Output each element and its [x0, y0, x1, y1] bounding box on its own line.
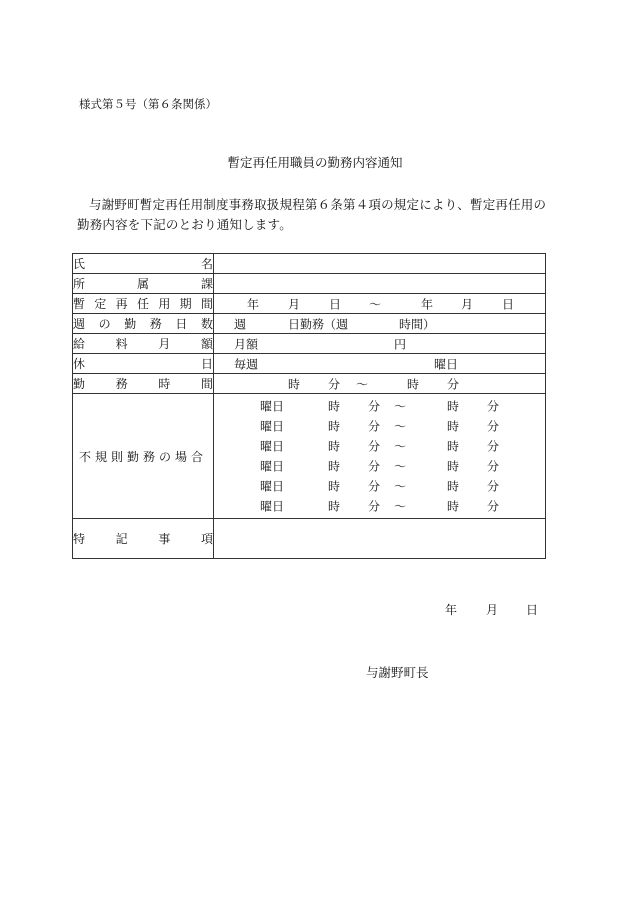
- period-start-year: 年: [247, 297, 260, 311]
- label-char: 事: [158, 532, 171, 546]
- irregular-weekday: 曜日: [260, 439, 285, 454]
- label-char: 所: [73, 277, 86, 291]
- irregular-line: [214, 476, 545, 496]
- row-period: [73, 294, 546, 314]
- irregular-line: [214, 456, 545, 476]
- value-work-hours[interactable]: [214, 374, 546, 394]
- period-end-year: 年: [421, 297, 434, 311]
- label-period: [73, 294, 214, 314]
- label-department: [73, 274, 214, 294]
- irregular-min-start: 分: [368, 499, 381, 514]
- irregular-tilde: ～: [394, 399, 407, 414]
- work-tilde: ～: [356, 377, 369, 391]
- label-char: 日: [200, 357, 213, 371]
- irregular-tilde: ～: [394, 459, 407, 474]
- holiday-weekly: 毎週: [234, 357, 259, 371]
- label-char: 務: [115, 377, 128, 391]
- label-salary: [73, 334, 214, 354]
- label-char: 額: [200, 337, 213, 351]
- irregular-min-start: 分: [368, 399, 381, 414]
- label-char: 氏: [73, 257, 86, 271]
- work-min-start: 分: [328, 377, 341, 391]
- value-salary[interactable]: [214, 334, 546, 354]
- row-department: [73, 274, 546, 294]
- label-char: 属: [136, 277, 149, 291]
- irregular-label-text: 不規則勤務の場合: [78, 449, 207, 464]
- label-char: 料: [115, 337, 128, 351]
- intro-paragraph: 与謝野町暫定再任用制度事務取扱規程第６条第４項の規定により、暫定再任用の勤務内容を下記のとおり通知します。: [77, 197, 547, 232]
- row-name: [73, 254, 546, 274]
- footer-day: 日: [526, 603, 539, 617]
- irregular-hour-end: 時: [447, 439, 460, 454]
- value-irregular[interactable]: [214, 394, 546, 519]
- label-char: 定: [94, 297, 107, 311]
- value-period[interactable]: [214, 294, 546, 314]
- label-char: 数: [200, 317, 213, 331]
- holiday-weekday: 曜日: [434, 357, 459, 371]
- weekly-prefix: 週: [234, 317, 247, 331]
- label-char: 間: [200, 377, 213, 391]
- label-char: 特: [73, 532, 86, 546]
- value-remarks[interactable]: [214, 519, 546, 559]
- irregular-min-end: 分: [487, 459, 500, 474]
- label-char: 課: [200, 277, 213, 291]
- weekly-hours-text: 時間）: [399, 317, 436, 331]
- irregular-line: [214, 436, 545, 456]
- irregular-line: [214, 496, 545, 516]
- label-char: 休: [73, 357, 86, 371]
- label-name: [73, 254, 214, 274]
- notice-table: [72, 253, 546, 559]
- irregular-min-end: 分: [487, 479, 500, 494]
- label-char: 名: [200, 257, 213, 271]
- irregular-hour-end: 時: [447, 419, 460, 434]
- irregular-list: [214, 394, 545, 518]
- label-char: 給: [73, 337, 86, 351]
- period-start-month: 月: [288, 297, 301, 311]
- footer-year: 年: [445, 603, 458, 617]
- irregular-min-end: 分: [487, 399, 500, 414]
- period-end-day: 日: [502, 297, 515, 311]
- label-char: 暫: [73, 297, 86, 311]
- label-char: 週: [73, 317, 86, 331]
- irregular-tilde: ～: [394, 419, 407, 434]
- row-irregular: [73, 394, 546, 519]
- irregular-min-start: 分: [368, 479, 381, 494]
- label-char: 務: [149, 317, 162, 331]
- form-number: 様式第５号（第６条関係）: [79, 97, 217, 111]
- label-char: 勤: [73, 377, 86, 391]
- document-title: 暫定再任用職員の勤務内容通知: [227, 155, 403, 170]
- irregular-weekday: 曜日: [260, 499, 285, 514]
- irregular-line: [214, 396, 545, 416]
- irregular-hour-start: 時: [328, 459, 341, 474]
- salary-monthly: 月額: [234, 337, 259, 351]
- row-weekly-days: [73, 314, 546, 334]
- irregular-hour-end: 時: [447, 459, 460, 474]
- row-remarks: [73, 519, 546, 559]
- work-hour-end: 時: [407, 377, 420, 391]
- label-char: の: [98, 317, 111, 331]
- irregular-min-start: 分: [368, 439, 381, 454]
- value-weekly-days[interactable]: [214, 314, 546, 334]
- irregular-weekday: 曜日: [260, 459, 285, 474]
- work-hour-start: 時: [288, 377, 301, 391]
- label-char: 項: [200, 532, 213, 546]
- salary-yen: 円: [394, 337, 407, 351]
- irregular-line: [214, 416, 545, 436]
- period-end-month: 月: [461, 297, 474, 311]
- footer-month: 月: [486, 603, 499, 617]
- irregular-tilde: ～: [394, 479, 407, 494]
- irregular-hour-end: 時: [447, 479, 460, 494]
- irregular-weekday: 曜日: [260, 419, 285, 434]
- label-char: 任: [136, 297, 149, 311]
- irregular-hour-start: 時: [328, 399, 341, 414]
- label-irregular: [73, 394, 214, 519]
- period-tilde: ～: [369, 297, 382, 311]
- period-start-day: 日: [329, 297, 342, 311]
- irregular-min-start: 分: [368, 459, 381, 474]
- label-char: 時: [158, 377, 171, 391]
- label-char: 間: [200, 297, 213, 311]
- irregular-tilde: ～: [394, 439, 407, 454]
- label-remarks: [73, 519, 214, 559]
- label-char: 日: [175, 317, 188, 331]
- irregular-tilde: ～: [394, 499, 407, 514]
- weekly-days-text: 日勤務（週: [288, 317, 349, 331]
- label-work-hours: [73, 374, 214, 394]
- row-holiday: [73, 354, 546, 374]
- irregular-min-end: 分: [487, 439, 500, 454]
- label-char: 月: [158, 337, 171, 351]
- irregular-min-start: 分: [368, 419, 381, 434]
- irregular-hour-start: 時: [328, 419, 341, 434]
- irregular-hour-end: 時: [447, 399, 460, 414]
- irregular-hour-start: 時: [328, 499, 341, 514]
- issuer-name: 与謝野町長: [366, 665, 429, 680]
- row-work-hours: [73, 374, 546, 394]
- irregular-hour-start: 時: [328, 479, 341, 494]
- label-char: 再: [115, 297, 128, 311]
- row-salary: [73, 334, 546, 354]
- irregular-weekday: 曜日: [260, 479, 285, 494]
- irregular-min-end: 分: [487, 499, 500, 514]
- label-weekly-days: [73, 314, 214, 334]
- value-department[interactable]: [214, 274, 546, 294]
- label-holiday: [73, 354, 214, 374]
- label-char: 期: [179, 297, 192, 311]
- label-char: 勤: [124, 317, 137, 331]
- label-char: 記: [115, 532, 128, 546]
- work-min-end: 分: [447, 377, 460, 391]
- irregular-weekday: 曜日: [260, 399, 285, 414]
- irregular-min-end: 分: [487, 419, 500, 434]
- label-char: 用: [158, 297, 171, 311]
- irregular-hour-end: 時: [447, 499, 460, 514]
- value-holiday[interactable]: [214, 354, 546, 374]
- irregular-hour-start: 時: [328, 439, 341, 454]
- value-name[interactable]: [214, 254, 546, 274]
